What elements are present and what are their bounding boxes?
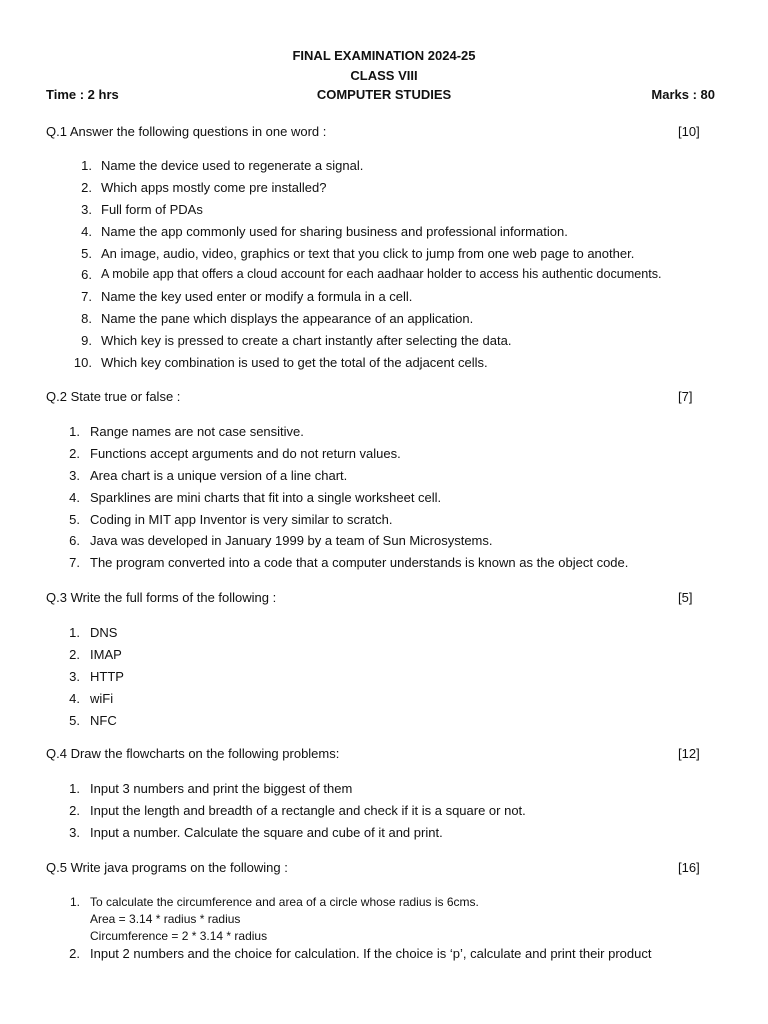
q3-num-3: 3. (69, 668, 80, 684)
q1-prompt: Q.1 Answer the following questions in one word : (46, 124, 327, 139)
q5-num-1: 1. (69, 895, 80, 909)
q1-marks: [10] (678, 124, 700, 139)
exam-title: FINAL EXAMINATION 2024-25 (292, 48, 476, 63)
q1-num-8: 8. (81, 311, 92, 327)
q5-text-1: To calculate the circumference and area of a circle whose radius is 6cms. (90, 895, 479, 909)
q3-text-4: wiFi (90, 690, 114, 706)
q5-num-2: 2. (69, 946, 80, 961)
q2-num-1: 1. (69, 424, 80, 439)
q3-num-4: 4. (69, 690, 80, 706)
q1-num-4: 4. (81, 223, 92, 239)
q2-marks: [7] (678, 389, 693, 404)
q3-text-1: DNS (90, 625, 118, 640)
q2-text-5: Coding in MIT app Inventor is very similar to scratch. (90, 511, 393, 527)
q1-text-10: Which key combination is used to get the total of the adjacent cells. (101, 355, 488, 371)
q4-num-1: 1. (69, 781, 80, 796)
q2-text-4: Sparklines are mini charts that fit into a single worksheet cell. (90, 489, 442, 505)
q2-text-7: The program converted into a code that a computer understands is known as the object code. (90, 555, 629, 571)
q2-text-3: Area chart is a unique version of a line chart. (90, 467, 348, 483)
q4-num-2: 2. (69, 802, 80, 818)
q3-num-1: 1. (69, 625, 80, 640)
q5-prompt: Q.5 Write java programs on the following : (46, 860, 288, 875)
q2-prompt: Q.2 State true or false : (46, 389, 181, 404)
q3-num-5: 5. (69, 712, 80, 728)
q2-num-7: 7. (69, 555, 80, 571)
q1-num-1: 1. (81, 158, 92, 173)
q3-text-5: NFC (90, 712, 117, 728)
q4-marks: [12] (678, 746, 700, 761)
q1-text-3: Full form of PDAs (101, 201, 203, 217)
q5-circumference-formula: Circumference = 2 * 3.14 * radius (90, 929, 268, 943)
q2-text-2: Functions accept arguments and do not return values. (90, 445, 401, 461)
q4-text-3: Input a number. Calculate the square and cube of it and print. (90, 824, 443, 840)
marks-label: Marks : 80 (651, 87, 715, 102)
q4-prompt: Q.4 Draw the flowcharts on the following problems: (46, 746, 340, 761)
time-label: Time : 2 hrs (46, 87, 119, 102)
q4-num-3: 3. (69, 824, 80, 840)
q1-text-2: Which apps mostly come pre installed? (101, 179, 327, 195)
q5-area-formula: Area = 3.14 * radius * radius (90, 912, 241, 926)
subject-label: COMPUTER STUDIES (316, 87, 452, 102)
q1-num-9: 9. (81, 333, 92, 349)
q1-text-1: Name the device used to regenerate a signal. (101, 158, 364, 173)
q2-text-6: Java was developed in January 1999 by a team of Sun Microsystems. (90, 533, 493, 549)
q3-text-3: HTTP (90, 668, 124, 684)
class-label: CLASS VIII (350, 68, 418, 83)
q1-num-5: 5. (81, 245, 92, 261)
q5-text-2: Input 2 numbers and the choice for calculation. If the choice is ‘p’, calculate and print their product (90, 946, 652, 961)
q1-text-5: An image, audio, video, graphics or text that you click to jump from one web page to another. (101, 245, 635, 261)
q3-num-2: 2. (69, 646, 80, 662)
q1-num-6: 6. (81, 267, 92, 283)
q2-num-2: 2. (69, 445, 80, 461)
q2-num-5: 5. (69, 511, 80, 527)
q3-marks: [5] (678, 590, 693, 605)
q1-text-4: Name the app commonly used for sharing business and professional information. (101, 223, 568, 239)
q2-text-1: Range names are not case sensitive. (90, 424, 304, 439)
q3-prompt: Q.3 Write the full forms of the following : (46, 590, 277, 605)
q1-text-7: Name the key used enter or modify a formula in a cell. (101, 289, 413, 305)
q2-num-3: 3. (69, 467, 80, 483)
q4-text-2: Input the length and breadth of a rectangle and check if it is a square or not. (90, 802, 526, 818)
q5-marks: [16] (678, 860, 700, 875)
q1-text-8: Name the pane which displays the appearance of an application. (101, 311, 474, 327)
q1-num-3: 3. (81, 201, 92, 217)
q2-num-4: 4. (69, 489, 80, 505)
q2-num-6: 6. (69, 533, 80, 549)
q1-text-6: A mobile app that offers a cloud account for each aadhaar holder to access his authentic documents. (101, 267, 662, 282)
q1-num-2: 2. (81, 179, 92, 195)
q1-text-9: Which key is pressed to create a chart instantly after selecting the data. (101, 333, 512, 349)
q4-text-1: Input 3 numbers and print the biggest of them (90, 781, 353, 796)
q1-num-10: 10. (73, 355, 92, 371)
q1-num-7: 7. (81, 289, 92, 305)
q3-text-2: IMAP (90, 646, 122, 662)
